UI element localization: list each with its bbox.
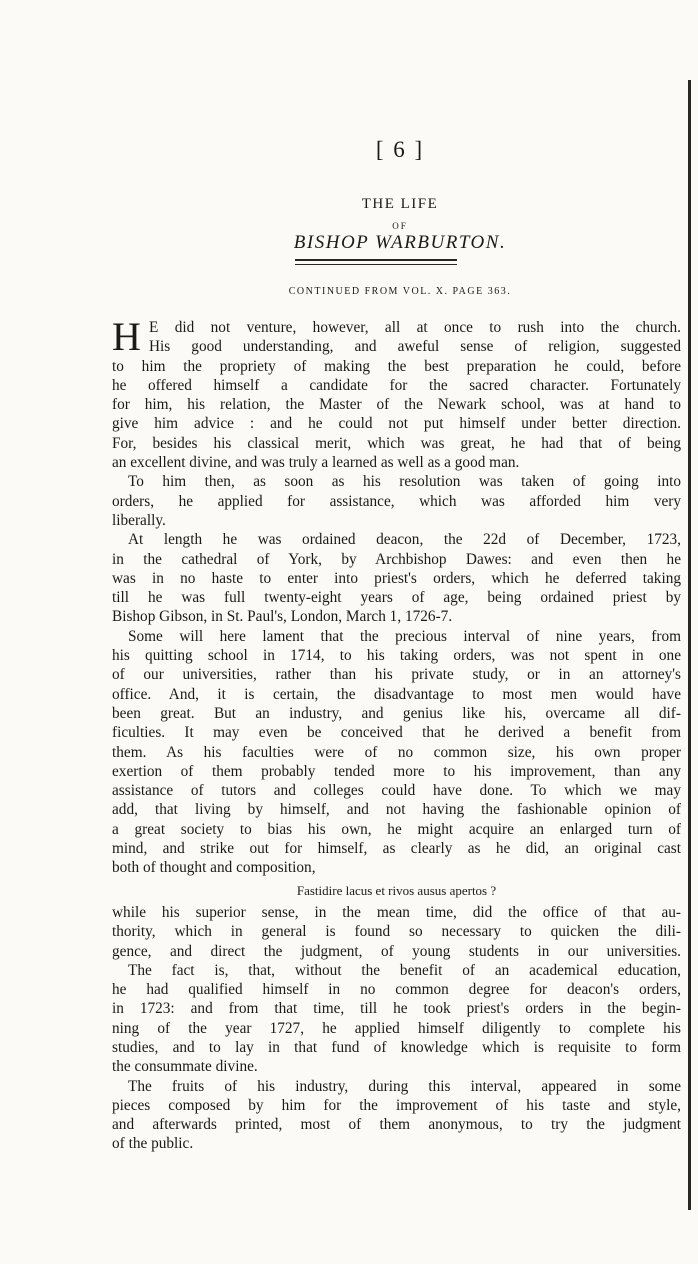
text-line: thority, which in general is found so necessary to quicken the dili- [112, 923, 681, 941]
latin-quotation: Fastidire lacus et rivos ausus apertos ? [296, 882, 497, 898]
text-line: add, that living by himself, and not having the fashionable opinion of [112, 801, 681, 819]
text-line: assistance of tutors and colleges could have done. To which we may [112, 782, 681, 800]
text-line: them. As his faculties were of no common size, his own proper [112, 743, 681, 761]
title-line-2: OF [392, 221, 408, 231]
text-line: for him, his relation, the Master of the Newark school, was at hand to [112, 396, 681, 414]
drop-cap: H [112, 314, 141, 359]
text-line: give him advice : and he could not put himself under better direction. [112, 415, 681, 433]
text-line: while his superior sense, in the mean time, did the office of that au- [112, 903, 681, 921]
text-line: His good understanding, and aweful sense of religion, suggested [149, 338, 681, 356]
text-line: ning of the year 1727, he applied himself diligently to complete his [112, 1019, 681, 1037]
body-text [112, 314, 681, 1154]
text-line: in the cathedral of York, by Archbishop Dawes: and even then he [112, 550, 681, 568]
text-line: his quitting school in 1714, to his taking orders, was not spent in one [112, 647, 681, 665]
text-line: office. And, it is certain, the disadvantage to most men would have [112, 685, 681, 703]
page-number: [ 6 ] [375, 137, 425, 162]
title-rule-thick [295, 259, 457, 261]
text-line: orders, he applied for assistance, which was afforded him very [112, 492, 681, 510]
text-line: to him the propriety of making the best preparation he could, before [112, 357, 681, 375]
text-line: mind, and strike out for himself, as clearly as he did, an original cast [112, 840, 681, 858]
title-line-3: BISHOP WARBURTON. [293, 232, 507, 253]
text-line: in 1723: and from that time, till he took priest's orders in the begin- [112, 1000, 681, 1018]
text-line: Bishop Gibson, in St. Paul's, London, March 1, 1726-7. [112, 608, 453, 626]
text-line: The fruits of his industry, during this interval, appeared in some [128, 1077, 681, 1095]
text-line: he offered himself a candidate for the sacred character. Fortunately [112, 376, 681, 394]
title-line-1: THE LIFE [361, 196, 439, 212]
text-line: both of thought and composition, [112, 859, 316, 877]
text-line: pieces composed by him for the improvement of his taste and style, [112, 1096, 681, 1114]
text-line: of the public. [112, 1135, 194, 1153]
text-line: of our universities, rather than his private study, or in an attorney's [112, 666, 681, 684]
text-line: To him then, as soon as his resolution was taken of going into [128, 473, 681, 491]
title-rule-thin [295, 264, 457, 265]
text-line: been great. But an industry, and genius like his, overcame all dif- [112, 704, 681, 722]
text-line: At length he was ordained deacon, the 22d of December, 1723, [128, 531, 681, 549]
text-line: the consummate divine. [112, 1058, 258, 1076]
text-line: liberally. [112, 511, 166, 529]
text-line: exertion of them probably tended more to his improvement, than any [112, 762, 681, 780]
text-line: gence, and direct the judgment, of young students in our universities. [112, 942, 681, 960]
text-line: For, besides his classical merit, which was great, he had that of being [112, 434, 681, 452]
text-line: ficulties. It may even be conceived that he derived a benefit from [112, 724, 681, 742]
text-line: was in no haste to enter into priest's orders, which he deferred taking [112, 569, 681, 587]
text-line: and afterwards printed, most of them anonymous, to try the judgment [112, 1116, 681, 1134]
text-line: he had qualified himself in no common degree for deacon's orders, [112, 981, 681, 999]
text-line: a great society to bias his own, he might acquire an enlarged turn of [112, 820, 681, 838]
text-line: studies, and to lay in that fund of knowledge which is requisite to form [112, 1038, 681, 1056]
text-line: The fact is, that, without the benefit of an academical education, [128, 961, 681, 979]
text-line: till he was full twenty-eight years of age, being ordained priest by [112, 589, 681, 607]
text-line: E did not venture, however, all at once to rush into the church. [149, 319, 681, 336]
continued-note: CONTINUED FROM VOL. X. PAGE 363. [288, 286, 512, 297]
text-line: Some will here lament that the precious interval of nine years, from [128, 627, 681, 645]
text-line: an excellent divine, and was truly a learned as well as a good man. [112, 454, 520, 472]
